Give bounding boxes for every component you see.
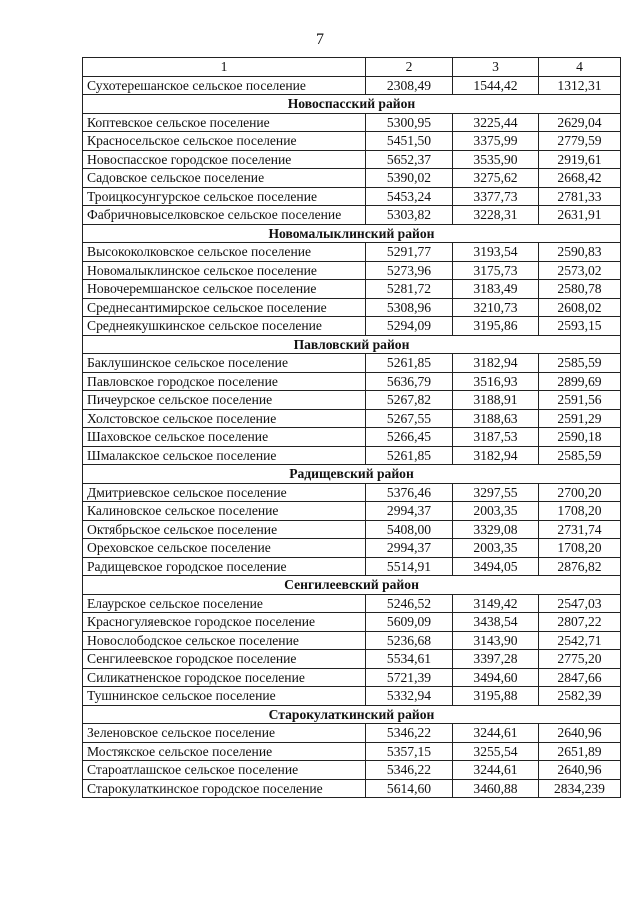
value-col-4: 2608,02 <box>539 298 621 317</box>
value-col-3: 3494,05 <box>453 557 539 576</box>
value-col-4: 2919,61 <box>539 150 621 169</box>
value-col-2: 5291,77 <box>366 243 453 262</box>
value-col-2: 5246,52 <box>366 594 453 613</box>
value-col-4: 2591,56 <box>539 391 621 410</box>
settlement-name: Сенгилеевское городское поселение <box>83 650 366 669</box>
settlement-name: Калиновское сельское поселение <box>83 502 366 521</box>
value-col-4: 2847,66 <box>539 668 621 687</box>
table-row <box>83 446 621 465</box>
value-col-4: 1708,20 <box>539 539 621 558</box>
settlement-name: Мостякское сельское поселение <box>83 742 366 761</box>
settlement-name: Тушнинское сельское поселение <box>83 687 366 706</box>
settlement-name: Пичеурское сельское поселение <box>83 391 366 410</box>
value-col-3: 3516,93 <box>453 372 539 391</box>
value-col-3: 3329,08 <box>453 520 539 539</box>
table-row <box>83 280 621 299</box>
value-col-2: 5408,00 <box>366 520 453 539</box>
value-col-2: 5534,61 <box>366 650 453 669</box>
settlement-name: Дмитриевское сельское поселение <box>83 483 366 502</box>
table-row <box>83 354 621 373</box>
column-header: 4 <box>539 58 621 77</box>
value-col-2: 5453,24 <box>366 187 453 206</box>
settlement-name: Новочеремшанское сельское поселение <box>83 280 366 299</box>
settlement-name: Баклушинское сельское поселение <box>83 354 366 373</box>
value-col-2: 5390,02 <box>366 169 453 188</box>
table-row <box>83 298 621 317</box>
table-row <box>83 631 621 650</box>
value-col-2: 5261,85 <box>366 446 453 465</box>
value-col-4: 2640,96 <box>539 761 621 780</box>
table-row <box>83 243 621 262</box>
value-col-4: 2542,71 <box>539 631 621 650</box>
table-row <box>83 724 621 743</box>
region-name: Старокулаткинский район <box>83 705 621 724</box>
settlement-name: Павловское городское поселение <box>83 372 366 391</box>
value-col-3: 3275,62 <box>453 169 539 188</box>
region-header-row <box>83 465 621 484</box>
settlement-name: Старокулаткинское городское поселение <box>83 779 366 798</box>
table-row <box>83 372 621 391</box>
value-col-4: 2631,91 <box>539 206 621 225</box>
tariff-table <box>82 57 621 798</box>
value-col-4: 2640,96 <box>539 724 621 743</box>
table-row <box>83 409 621 428</box>
value-col-4: 2807,22 <box>539 613 621 632</box>
value-col-3: 3182,94 <box>453 446 539 465</box>
settlement-name: Высококолковское сельское поселение <box>83 243 366 262</box>
value-col-3: 3182,94 <box>453 354 539 373</box>
value-col-4: 2700,20 <box>539 483 621 502</box>
settlement-name: Холстовское сельское поселение <box>83 409 366 428</box>
settlement-name: Среднесантимирское сельское поселение <box>83 298 366 317</box>
table-row <box>83 687 621 706</box>
value-col-4: 2547,03 <box>539 594 621 613</box>
value-col-2: 5514,91 <box>366 557 453 576</box>
settlement-name: Шаховское сельское поселение <box>83 428 366 447</box>
value-col-2: 2994,37 <box>366 502 453 521</box>
value-col-2: 2994,37 <box>366 539 453 558</box>
settlement-name: Красносельское сельское поселение <box>83 132 366 151</box>
value-col-3: 2003,35 <box>453 539 539 558</box>
table-row <box>83 761 621 780</box>
value-col-4: 2668,42 <box>539 169 621 188</box>
region-header-row <box>83 95 621 114</box>
settlement-name: Красногуляевское городское поселение <box>83 613 366 632</box>
value-col-3: 3188,91 <box>453 391 539 410</box>
value-col-4: 2590,18 <box>539 428 621 447</box>
value-col-2: 5266,45 <box>366 428 453 447</box>
table-row <box>83 668 621 687</box>
value-col-4: 2779,59 <box>539 132 621 151</box>
value-col-3: 3143,90 <box>453 631 539 650</box>
table-row <box>83 594 621 613</box>
value-col-3: 3535,90 <box>453 150 539 169</box>
value-col-3: 3195,88 <box>453 687 539 706</box>
value-col-3: 3188,63 <box>453 409 539 428</box>
settlement-name: Новослободское сельское поселение <box>83 631 366 650</box>
table-row <box>83 169 621 188</box>
value-col-4: 2731,74 <box>539 520 621 539</box>
table-row <box>83 742 621 761</box>
table-row <box>83 206 621 225</box>
page-number: 7 <box>316 31 324 48</box>
settlement-name: Елаурское сельское поселение <box>83 594 366 613</box>
value-col-4: 2651,89 <box>539 742 621 761</box>
value-col-2: 5376,46 <box>366 483 453 502</box>
value-col-3: 3210,73 <box>453 298 539 317</box>
settlement-name: Троицкосунгурское сельское поселение <box>83 187 366 206</box>
value-col-3: 3244,61 <box>453 761 539 780</box>
value-col-3: 3460,88 <box>453 779 539 798</box>
table-row <box>83 539 621 558</box>
value-col-2: 5236,68 <box>366 631 453 650</box>
column-header: 3 <box>453 58 539 77</box>
region-header-row <box>83 224 621 243</box>
table-body <box>83 58 621 798</box>
value-col-2: 5267,55 <box>366 409 453 428</box>
value-col-2: 5300,95 <box>366 113 453 132</box>
value-col-4: 2775,20 <box>539 650 621 669</box>
settlement-name: Радищевское городское поселение <box>83 557 366 576</box>
settlement-name: Ореховское сельское поселение <box>83 539 366 558</box>
value-col-2: 5721,39 <box>366 668 453 687</box>
region-name: Новомалыклинский район <box>83 224 621 243</box>
settlement-name: Фабричновыселковское сельское поселение <box>83 206 366 225</box>
table-row <box>83 76 621 95</box>
table-row <box>83 557 621 576</box>
table-row <box>83 483 621 502</box>
value-col-2: 2308,49 <box>366 76 453 95</box>
value-col-2: 5273,96 <box>366 261 453 280</box>
region-header-row <box>83 705 621 724</box>
value-col-3: 3195,86 <box>453 317 539 336</box>
table-row <box>83 261 621 280</box>
settlement-name: Сухотерешанское сельское поселение <box>83 76 366 95</box>
value-col-4: 1708,20 <box>539 502 621 521</box>
value-col-3: 3187,53 <box>453 428 539 447</box>
settlement-name: Шмалакское сельское поселение <box>83 446 366 465</box>
value-col-3: 3375,99 <box>453 132 539 151</box>
table-row <box>83 428 621 447</box>
value-col-2: 5303,82 <box>366 206 453 225</box>
value-col-2: 5308,96 <box>366 298 453 317</box>
region-name: Павловский район <box>83 335 621 354</box>
value-col-2: 5267,82 <box>366 391 453 410</box>
value-col-3: 3244,61 <box>453 724 539 743</box>
region-header-row <box>83 335 621 354</box>
settlement-name: Среднеякушкинское сельское поселение <box>83 317 366 336</box>
value-col-2: 5636,79 <box>366 372 453 391</box>
table-row <box>83 113 621 132</box>
value-col-2: 5346,22 <box>366 761 453 780</box>
settlement-name: Староатлашское сельское поселение <box>83 761 366 780</box>
value-col-3: 3255,54 <box>453 742 539 761</box>
column-header: 1 <box>83 58 366 77</box>
settlement-name: Садовское сельское поселение <box>83 169 366 188</box>
column-number-row <box>83 58 621 77</box>
value-col-4: 2876,82 <box>539 557 621 576</box>
value-col-2: 5261,85 <box>366 354 453 373</box>
settlement-name: Коптевское сельское поселение <box>83 113 366 132</box>
table-row <box>83 150 621 169</box>
region-name: Новоспасский район <box>83 95 621 114</box>
table-row <box>83 613 621 632</box>
settlement-name: Октябрьское сельское поселение <box>83 520 366 539</box>
value-col-3: 3149,42 <box>453 594 539 613</box>
table-row <box>83 779 621 798</box>
value-col-3: 3225,44 <box>453 113 539 132</box>
value-col-4: 2585,59 <box>539 354 621 373</box>
value-col-2: 5652,37 <box>366 150 453 169</box>
value-col-4: 2580,78 <box>539 280 621 299</box>
table-row <box>83 520 621 539</box>
value-col-4: 1312,31 <box>539 76 621 95</box>
value-col-2: 5609,09 <box>366 613 453 632</box>
table-row <box>83 317 621 336</box>
settlement-name: Новоспасское городское поселение <box>83 150 366 169</box>
value-col-4: 2629,04 <box>539 113 621 132</box>
value-col-4: 2899,69 <box>539 372 621 391</box>
region-name: Радищевский район <box>83 465 621 484</box>
value-col-4: 2582,39 <box>539 687 621 706</box>
value-col-3: 3297,55 <box>453 483 539 502</box>
region-header-row <box>83 576 621 595</box>
value-col-3: 3494,60 <box>453 668 539 687</box>
settlement-name: Зеленовское сельское поселение <box>83 724 366 743</box>
value-col-4: 2585,59 <box>539 446 621 465</box>
table-row <box>83 502 621 521</box>
value-col-4: 2591,29 <box>539 409 621 428</box>
value-col-2: 5332,94 <box>366 687 453 706</box>
value-col-3: 3438,54 <box>453 613 539 632</box>
settlement-name: Силикатненское городское поселение <box>83 668 366 687</box>
value-col-3: 3377,73 <box>453 187 539 206</box>
value-col-4: 2593,15 <box>539 317 621 336</box>
value-col-4: 2781,33 <box>539 187 621 206</box>
value-col-3: 3228,31 <box>453 206 539 225</box>
table-row <box>83 187 621 206</box>
column-header: 2 <box>366 58 453 77</box>
value-col-2: 5294,09 <box>366 317 453 336</box>
value-col-2: 5346,22 <box>366 724 453 743</box>
value-col-3: 3397,28 <box>453 650 539 669</box>
value-col-4: 2590,83 <box>539 243 621 262</box>
value-col-2: 5451,50 <box>366 132 453 151</box>
value-col-2: 5281,72 <box>366 280 453 299</box>
table-row <box>83 391 621 410</box>
value-col-4: 2573,02 <box>539 261 621 280</box>
value-col-4: 2834,239 <box>539 779 621 798</box>
settlement-name: Новомалыклинское сельское поселение <box>83 261 366 280</box>
value-col-2: 5357,15 <box>366 742 453 761</box>
region-name: Сенгилеевский район <box>83 576 621 595</box>
value-col-3: 3193,54 <box>453 243 539 262</box>
value-col-3: 3175,73 <box>453 261 539 280</box>
value-col-3: 3183,49 <box>453 280 539 299</box>
table-row <box>83 132 621 151</box>
value-col-3: 1544,42 <box>453 76 539 95</box>
table-row <box>83 650 621 669</box>
value-col-2: 5614,60 <box>366 779 453 798</box>
value-col-3: 2003,35 <box>453 502 539 521</box>
